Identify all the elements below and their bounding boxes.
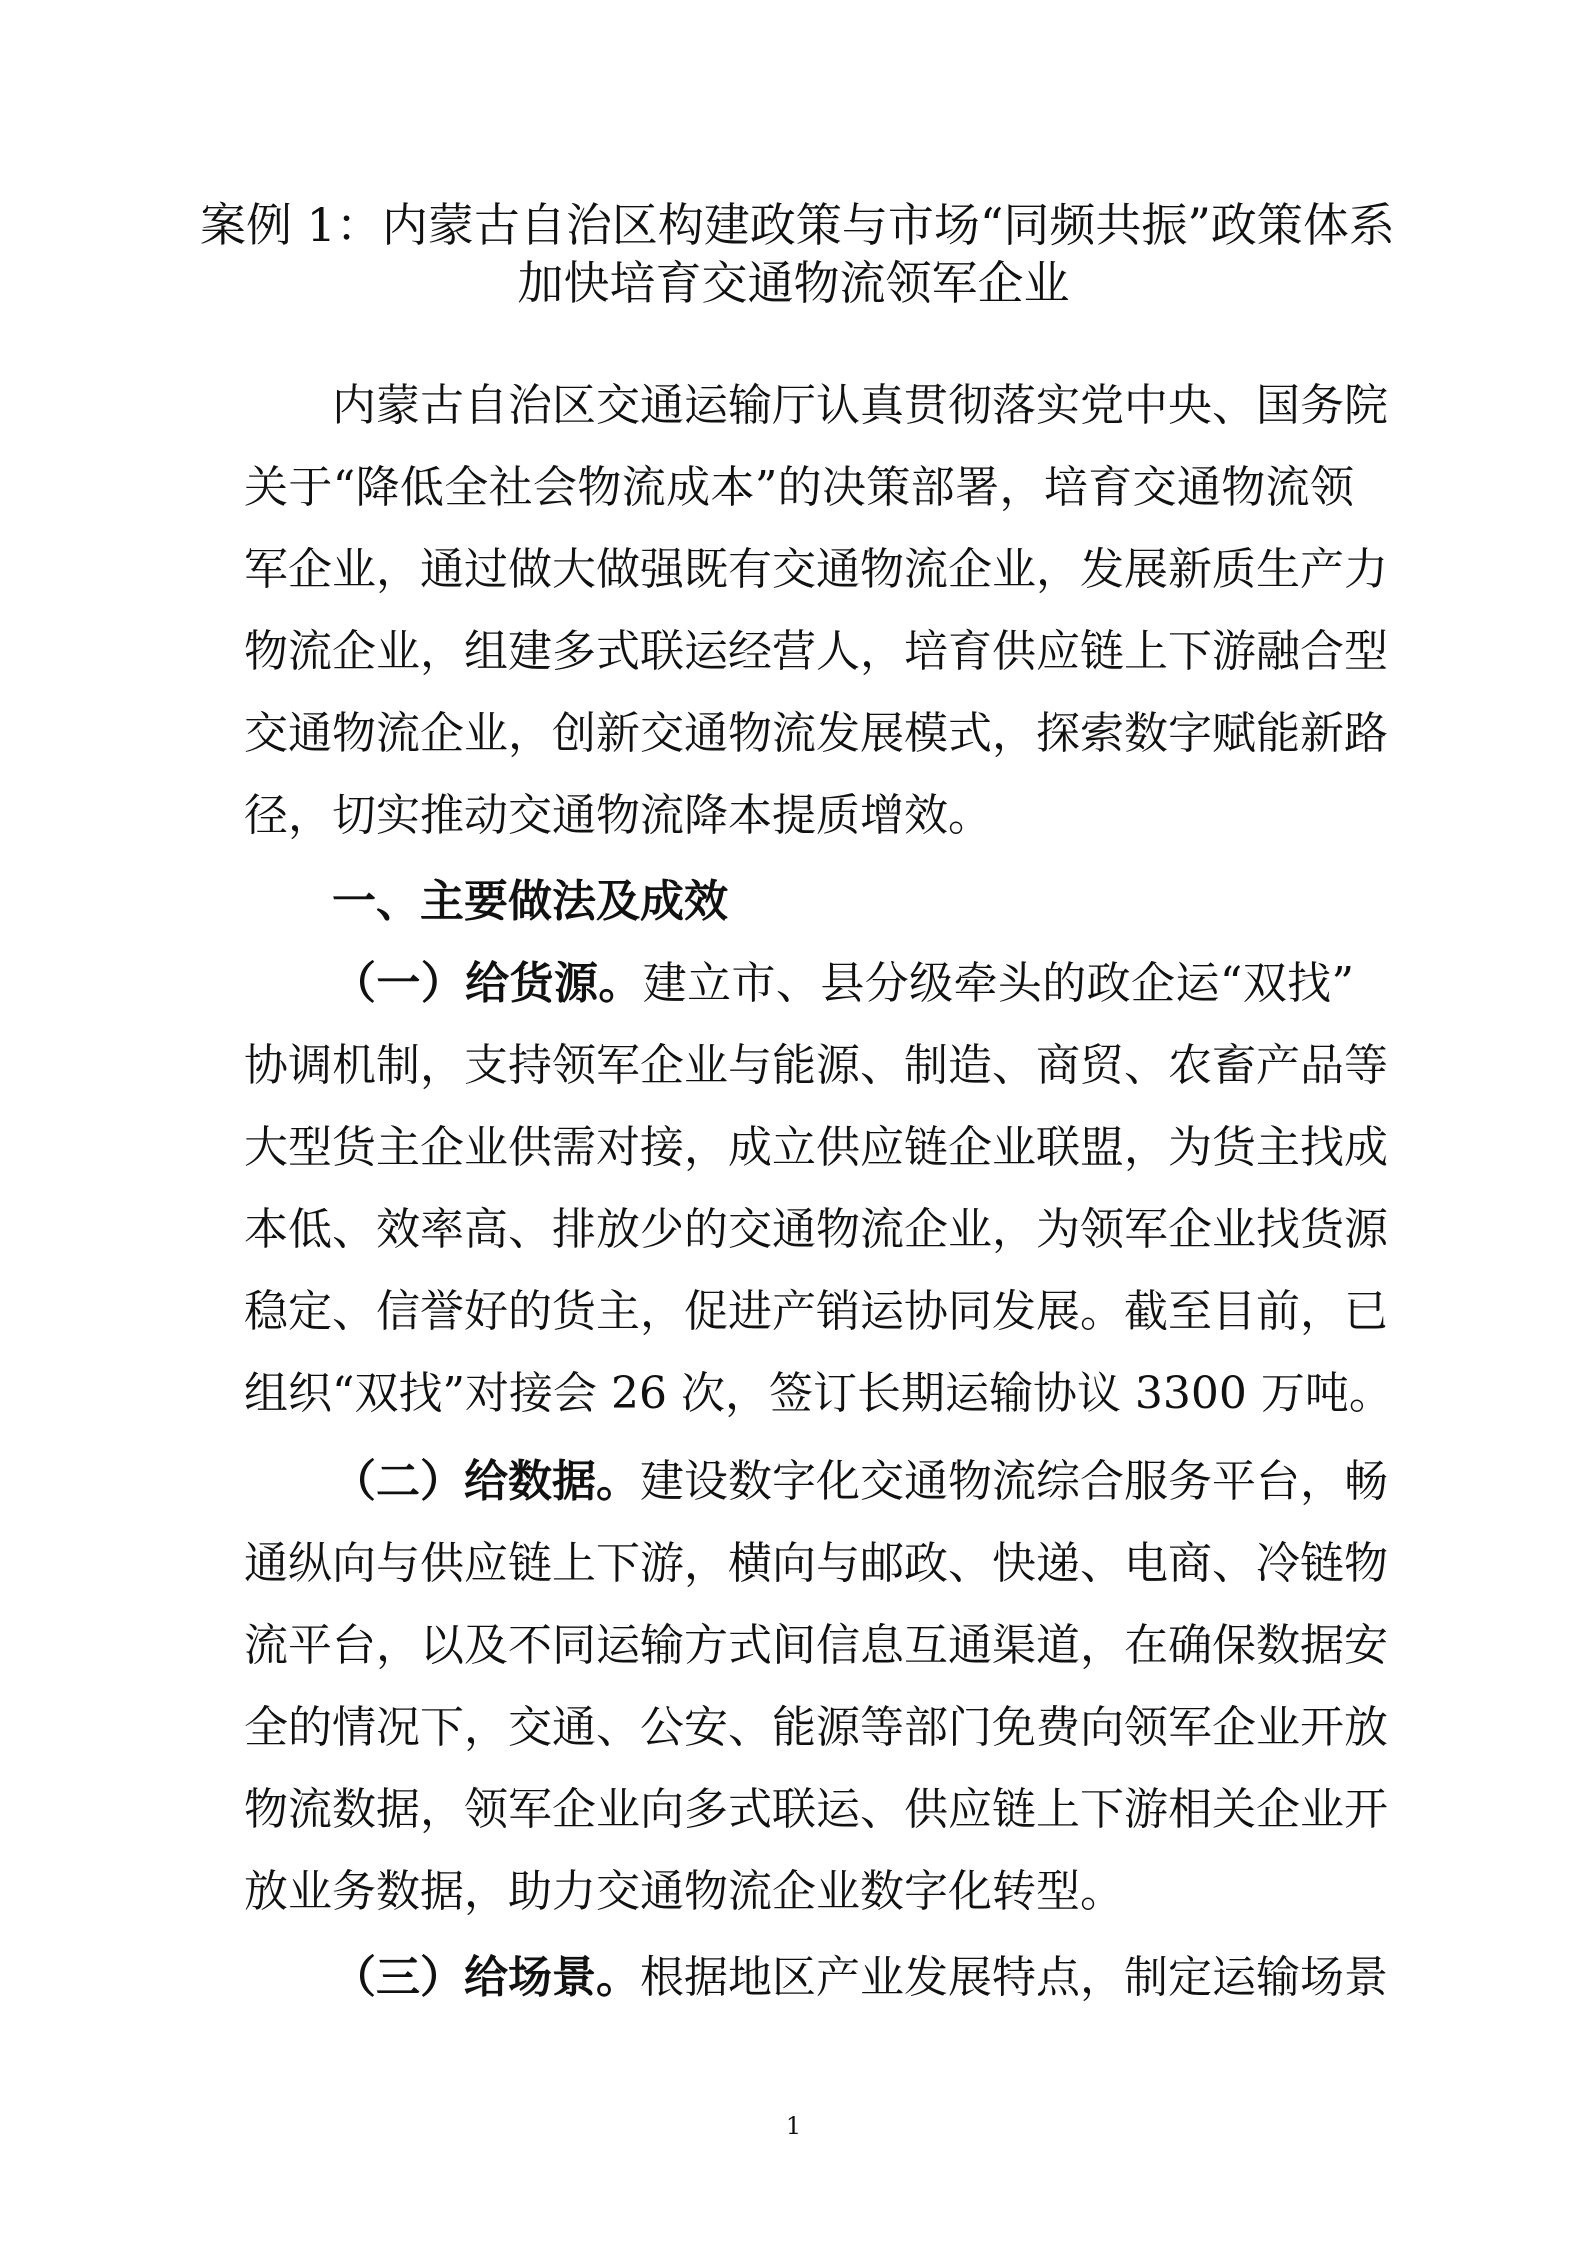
item2-lead: （二）给数据。: [332, 1456, 640, 1507]
item2-line: 物流数据，领军企业向多式联运、供应链上下游相关企业开: [244, 1784, 1388, 1835]
document-title-line-1: 案例 1：内蒙古自治区构建政策与市场“同频共振”政策体系: [200, 198, 1395, 252]
page-number: 1: [785, 2112, 802, 2140]
intro-paragraph-line: 物流企业，组建多式联运经营人，培育供应链上下游融合型: [244, 626, 1388, 677]
item2-line: 放业务数据，助力交通物流企业数字化转型。: [244, 1866, 1124, 1917]
section-heading: 一、主要做法及成效: [332, 876, 728, 927]
item1-line: 组织“双找”对接会 26 次，签订长期运输协议 3300 万吨。: [244, 1368, 1393, 1419]
intro-paragraph-line: 关于“降低全社会物流成本”的决策部署，培育交通物流领: [244, 462, 1354, 513]
item2-line: 全的情况下，交通、公安、能源等部门免费向领军企业开放: [244, 1702, 1388, 1753]
document-title-line-2: 加快培育交通物流领军企业: [517, 256, 1070, 310]
item2-first-line: [332, 1456, 1388, 1507]
item1-lead: （一）给货源。: [332, 958, 643, 1009]
item3-first-line: [332, 1952, 1388, 2003]
item1-line: 本低、效率高、排放少的交通物流企业，为领军企业找货源: [244, 1204, 1388, 1255]
item1-line: 协调机制，支持领军企业与能源、制造、商贸、农畜产品等: [244, 1040, 1388, 1091]
item2-first-rest: 建设数字化交通物流综合服务平台，畅: [640, 1456, 1388, 1507]
intro-paragraph-line: 内蒙古自治区交通运输厅认真贯彻落实党中央、国务院: [332, 380, 1388, 431]
intro-paragraph-line: 军企业，通过做大做强既有交通物流企业，发展新质生产力: [244, 544, 1388, 595]
item1-line: 稳定、信誉好的货主，促进产销运协同发展。截至目前，已: [244, 1286, 1388, 1337]
item3-first-rest: 根据地区产业发展特点，制定运输场景: [640, 1952, 1388, 2003]
item2-line: 通纵向与供应链上下游，横向与邮政、快递、电商、冷链物: [244, 1538, 1388, 1589]
intro-paragraph-line: 交通物流企业，创新交通物流发展模式，探索数字赋能新路: [244, 708, 1388, 759]
item1-line: 大型货主企业供需对接，成立供应链企业联盟，为货主找成: [244, 1122, 1388, 1173]
item1-first-line: [332, 958, 1354, 1009]
item1-first-rest: 建立市、县分级牵头的政企运“双找”: [642, 958, 1354, 1009]
item2-line: 流平台，以及不同运输方式间信息互通渠道，在确保数据安: [244, 1620, 1388, 1671]
item3-lead: （三）给场景。: [332, 1952, 640, 2003]
intro-paragraph-line: 径，切实推动交通物流降本提质增效。: [244, 790, 992, 841]
